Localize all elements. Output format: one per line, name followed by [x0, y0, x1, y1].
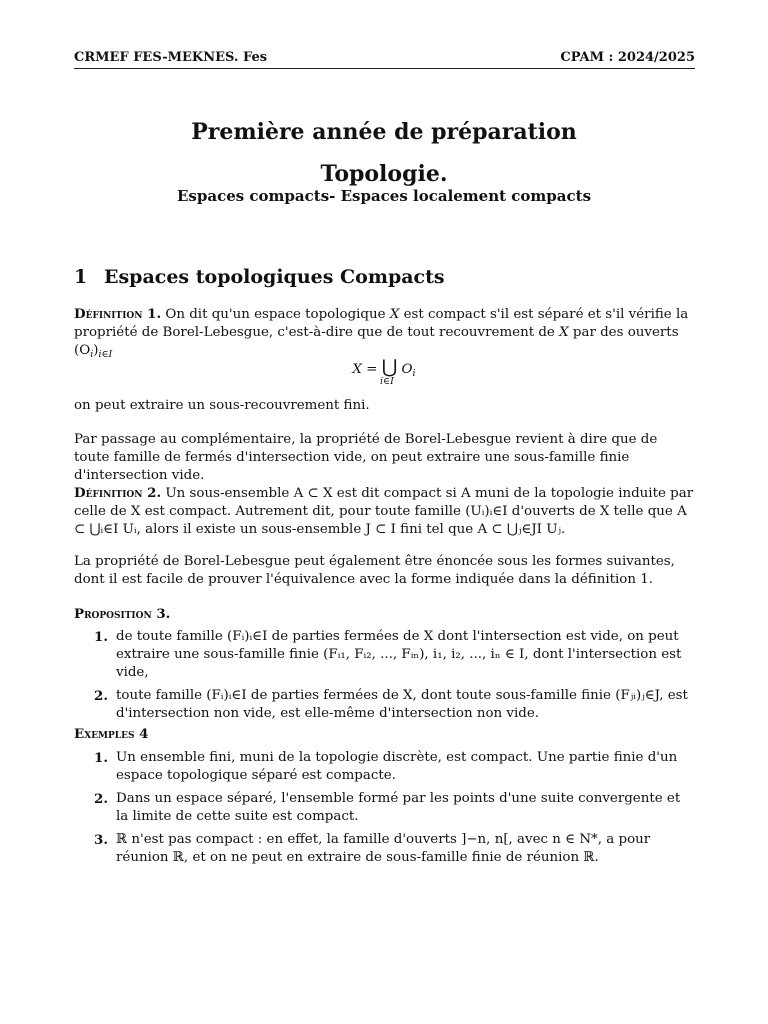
list-item: 1. Un ensemble fini, muni de la topologie discrète, est compact. Une partie finie d'un espace topologique séparé est compacte. — [94, 750, 678, 783]
document-title: Première année de préparation — [191, 119, 577, 145]
union-symbol: ⋃ — [381, 356, 398, 378]
union-equation: X = ⋃ $O_i$ — [352, 356, 416, 379]
examples-4-list — [74, 749, 695, 872]
proposition-3-label: Proposition 3. — [74, 606, 171, 622]
document-subject: Topologie. — [320, 161, 448, 187]
list-item: 3. ℝ n'est pas compact : en effet, la famille d'ouverts ]−n, n[, avec n ∈ N*, a pour réunion ℝ, et on ne peut en extraire de sous-famille finie de réunion ℝ. — [94, 832, 651, 865]
header-institution: CRMEF FES-MEKNES. Fes — [74, 50, 268, 65]
definition-2: Définition 2. Un sous-ensemble A ⊂ X est dit compact si A muni de la topologie induite par celle de X est compact. Autrement dit, pour toute famille (Uᵢ)ᵢ∈I d'ouverts de X telle que A ⊂ ⋃ᵢ∈I Uᵢ, alors il existe un sous-ensemble J ⊂ I fini tel que A ⊂ ⋃ⱼ∈JI Uⱼ. — [74, 485, 694, 537]
document-subtitle: Espaces compacts- Espaces localement compacts — [176, 187, 592, 205]
section-title: Espaces topologiques Compacts — [104, 266, 445, 288]
union-limit: i∈I — [380, 376, 394, 387]
examples-4-label: Exemples 4 — [74, 726, 149, 742]
list-item: 2. Dans un espace séparé, l'ensemble formé par les points d'une suite convergente et la limite de cette suite est compact. — [94, 791, 681, 824]
section-number: 1 — [74, 266, 88, 288]
header-year: CPAM : 2024/2025 — [560, 50, 695, 65]
page-header — [74, 48, 695, 69]
definition-2-label: Définition 2. — [74, 485, 162, 501]
after-equation-text: on peut extraire un sous-recouvrement fini. — [74, 398, 370, 413]
list-item: 2. toute famille (Fᵢ)ᵢ∈I de parties fermées de X, dont toute sous-famille finie (Fⱼᵢ)ⱼ∈J, est d'intersection non vide, est elle-même d'intersection non vide. — [94, 688, 688, 721]
equivalence-paragraph: La propriété de Borel-Lebesgue peut également être énoncée sous les formes suivantes, dont il est facile de prouver l'équivalence avec la forme indiquée dans la définition 1. — [74, 554, 675, 587]
complement-paragraph: Par passage au complémentaire, la propriété de Borel-Lebesgue revient à dire que de toute famille de fermés d'intersection vide, on peut extraire une sous-famille finie d'intersection vide. — [74, 432, 658, 483]
section-heading — [74, 266, 445, 288]
definition-1-label: Définition 1. — [74, 306, 162, 322]
proposition-3-list — [74, 628, 695, 728]
definition-1: Définition 1. On dit qu'un espace topologique X est compact s'il est séparé et s'il vérifie la propriété de Borel-Lebesgue, c'est-à-dire que de tout recouvrement de X par des ouverts $(O_i)_{i\in I}$ — [74, 306, 689, 360]
list-item: 1. de toute famille (Fᵢ)ᵢ∈I de parties fermées de X dont l'intersection est vide, on peut extraire une sous-famille finie (Fᵢ₁, Fᵢ₂, ..., Fᵢₙ), i₁, i₂, ..., iₙ ∈ I, dont l'intersection est vide, — [94, 629, 682, 680]
